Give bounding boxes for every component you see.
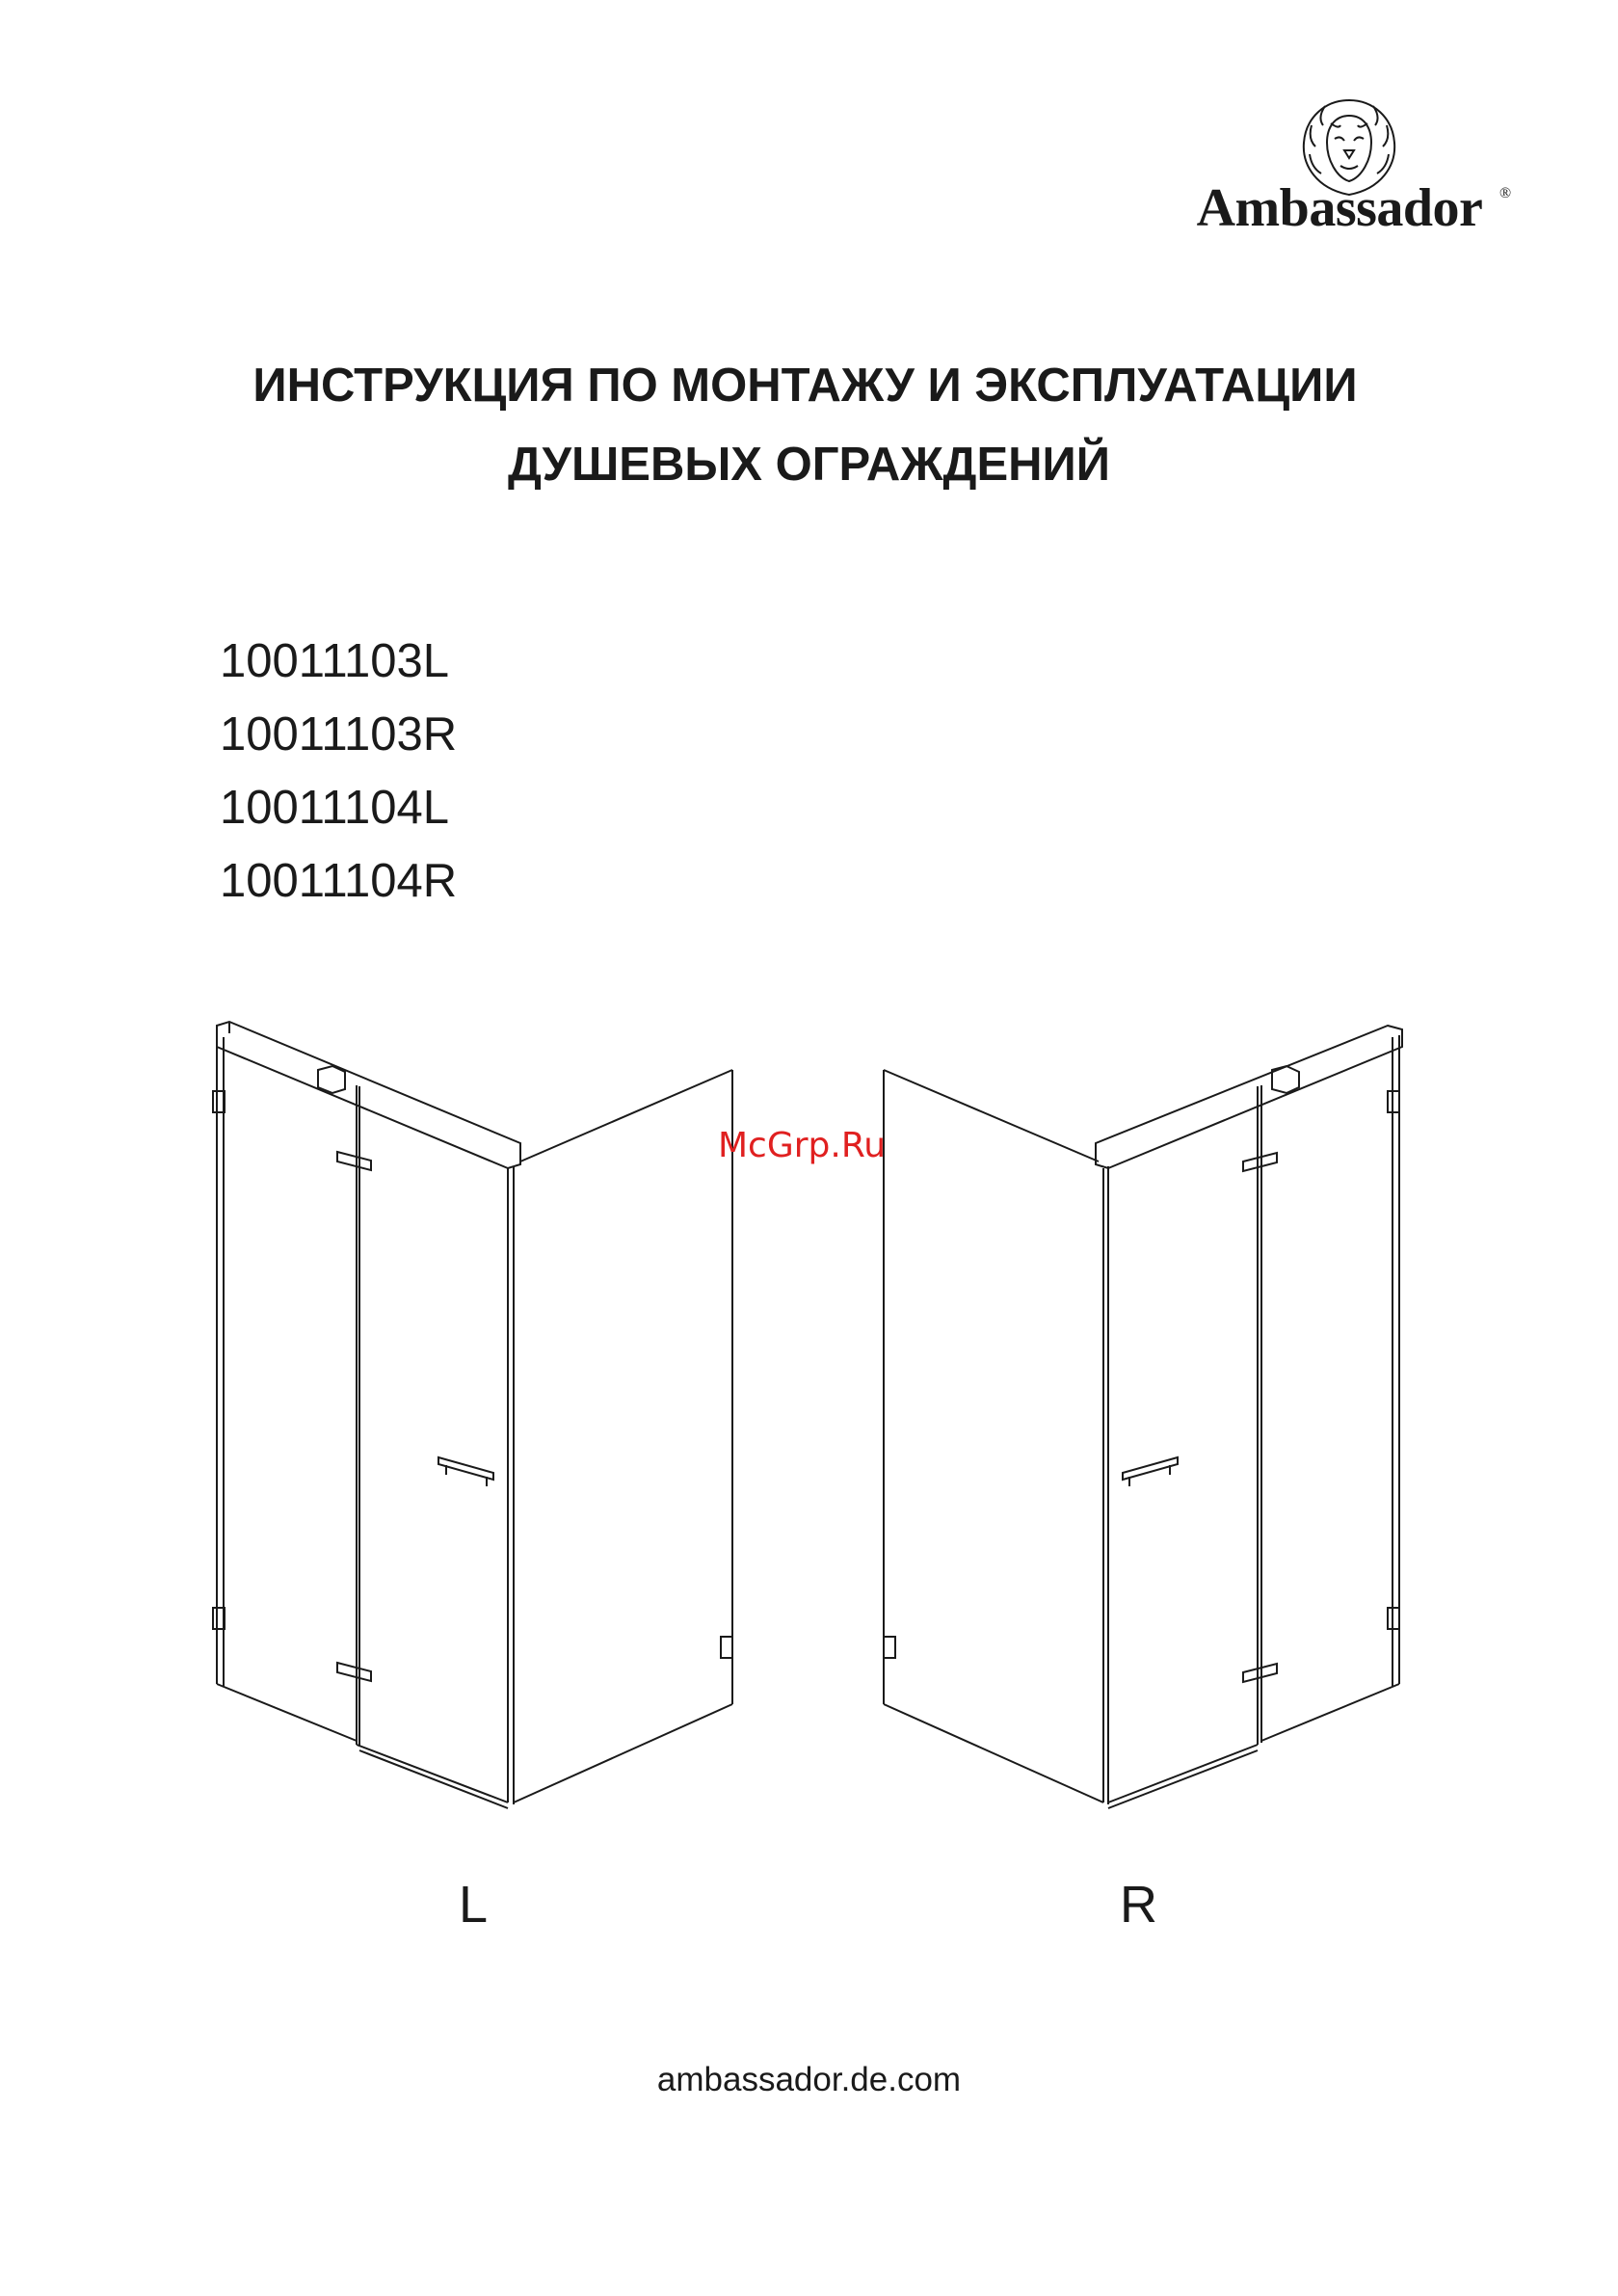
variant-label-right: R <box>1120 1876 1157 1934</box>
shower-enclosure-left-drawing <box>213 1022 732 1808</box>
shower-enclosure-right-drawing <box>884 1026 1402 1808</box>
brand-name: Ambassador <box>1196 178 1483 238</box>
watermark-text: McGrp.Ru <box>718 1126 887 1165</box>
page-title-line-2: ДУШЕВЫХ ОГРАЖДЕНИЙ <box>508 439 1110 491</box>
variant-label-left: L <box>459 1876 489 1934</box>
model-number: 10011104R <box>220 855 458 907</box>
model-list <box>220 625 457 918</box>
website-link[interactable]: ambassador.de.com <box>656 2061 962 2098</box>
registered-mark: ® <box>1499 185 1512 201</box>
brand-logo <box>1176 96 1523 241</box>
page-title-line-1: ИНСТРУКЦИЯ ПО МОНТАЖУ И ЭКСПЛУАТАЦИИ <box>252 360 1358 412</box>
model-number: 10011103R <box>220 708 458 761</box>
model-number: 10011103L <box>220 635 449 687</box>
model-number: 10011104L <box>220 782 449 834</box>
